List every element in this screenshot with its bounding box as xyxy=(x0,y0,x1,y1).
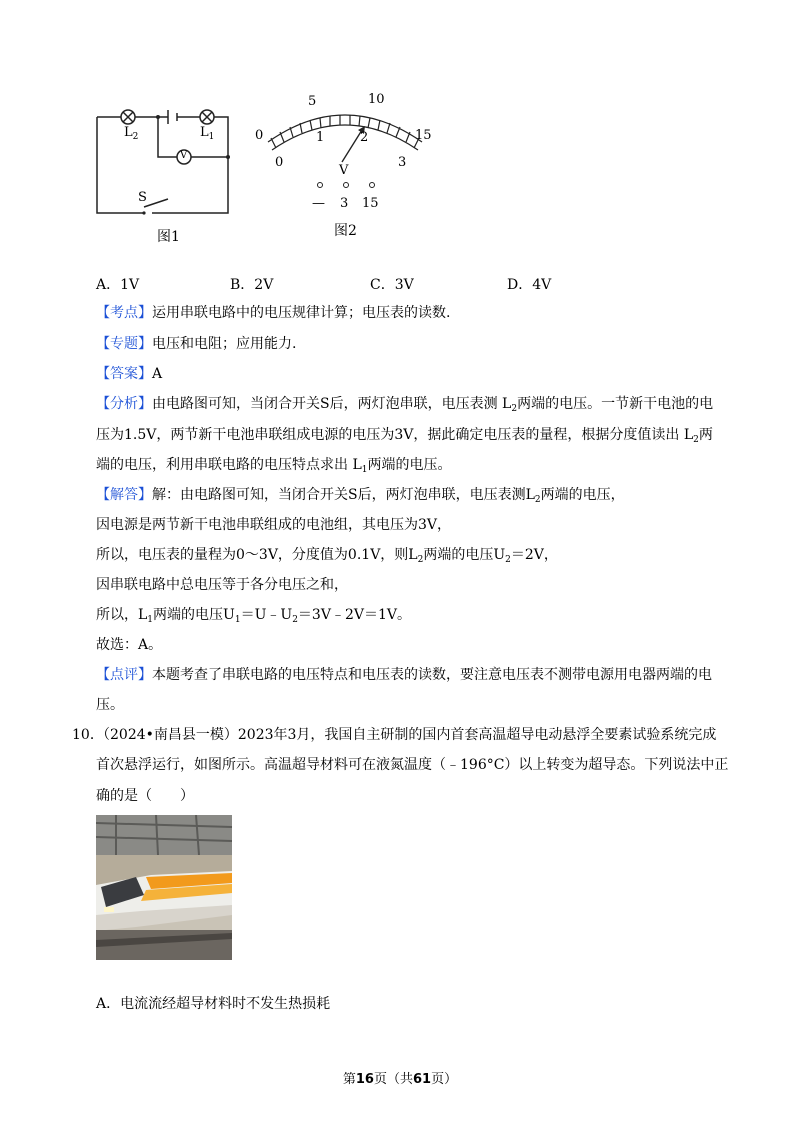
kaodian-tag: 【考点】 xyxy=(96,305,152,321)
voltmeter-symbol-label: V xyxy=(180,150,188,161)
option-b: B．2V xyxy=(230,277,274,293)
option-c: C．3V xyxy=(370,277,414,293)
terminal-negative: — xyxy=(312,196,325,211)
jieda-line-5: 所以，$L_1$两端的电压$U_1=U﹣U_2=3V﹣2V=1V$。 xyxy=(96,607,411,625)
jieda-line-3: 所以，电压表的量程为0～3V，分度值为0.1V，则$L_2$两端的电压$U_2=2V$， xyxy=(96,547,558,565)
question-line-3: 确的是（ ） xyxy=(96,788,194,804)
page-footer: 第16页（共61页） xyxy=(342,1072,458,1087)
question-option-a: A．电流流经超导材料时不发生热损耗 xyxy=(96,996,331,1012)
zhuanti-line: 【专题】电压和电阻；应用能力. xyxy=(96,336,297,352)
jieda-line-1: 【解答】解：由电路图可知，当闭合开关S后，两灯泡串联，电压表测$L_2$两端的电压， xyxy=(96,487,625,505)
dial-top-10: 10 xyxy=(368,92,385,107)
option-d: D．4V xyxy=(507,277,552,293)
fenxi-line-2: 压为1.5V，两节新干电池串联组成电源的电压为3V，据此确定电压表的量程，根据分度值读出 $L_2$两 xyxy=(96,427,713,445)
dial-top-0: 0 xyxy=(255,128,264,143)
lamp-l2-label: $L_2$ xyxy=(124,125,139,142)
daan-tag: 【答案】 xyxy=(96,366,152,382)
dial-top-15: 15 xyxy=(415,128,432,143)
option-a: A．1V xyxy=(96,277,140,293)
figure2-caption: 图2 xyxy=(334,223,357,239)
fenxi-tag: 【分析】 xyxy=(96,396,152,412)
daan-line: 【答案】A xyxy=(96,366,163,382)
jieda-line-4: 因串联电路中总电压等于各分电压之和， xyxy=(96,577,348,593)
dial-top-5: 5 xyxy=(308,94,317,109)
fenxi-line-3: 端的电压，利用串联电路的电压特点求出 $L_1$两端的电压。 xyxy=(96,457,452,475)
jieda-line-6: 故选：A。 xyxy=(96,637,163,653)
dial-bottom-1: 1 xyxy=(316,130,325,145)
dianping-line-1: 【点评】本题考查了串联电路的电压特点和电压表的读数，要注意电压表不测带电源用电器两端的电 xyxy=(96,667,712,683)
jieda-line-2: 因电源是两节新干电池串联组成的电池组，其电压为3V， xyxy=(96,517,452,533)
figure1-caption: 图1 xyxy=(157,229,180,245)
kaodian-line: 【考点】运用串联电路中的电压规律计算；电压表的读数. xyxy=(96,305,451,321)
lamp-l1-label: $L_1$ xyxy=(200,125,215,142)
dial-bottom-3: 3 xyxy=(398,155,407,170)
total-pages: 61 xyxy=(413,1072,432,1087)
switch-label: S xyxy=(138,190,147,205)
question-line-2: 首次悬浮运行，如图所示。高温超导材料可在液氮温度（﹣196°C）以上转变为超导态。下列说法中正 xyxy=(96,757,729,773)
terminal-3: 3 xyxy=(340,196,349,211)
question-line-1: （2024•南昌县一模）2023年3月，我国自主研制的国内首套高温超导电动悬浮全要素试验系统完成 xyxy=(96,727,717,743)
dianping-tag: 【点评】 xyxy=(96,667,152,683)
terminal-15: 15 xyxy=(362,196,379,211)
zhuanti-tag: 【专题】 xyxy=(96,336,152,352)
current-page: 16 xyxy=(355,1072,374,1087)
dianping-line-2: 压。 xyxy=(96,697,124,713)
jieda-tag: 【解答】 xyxy=(96,487,152,503)
fenxi-line-1: 【分析】由电路图可知，当闭合开关S后，两灯泡串联，电压表测 $L_2$两端的电压。一节新干电池的电 xyxy=(96,396,714,414)
dial-unit: V xyxy=(339,163,349,178)
question-number: 10． xyxy=(72,727,104,743)
dial-bottom-0: 0 xyxy=(275,155,284,170)
dial-bottom-2: 2 xyxy=(360,130,369,145)
maglev-train-photo xyxy=(96,815,232,960)
